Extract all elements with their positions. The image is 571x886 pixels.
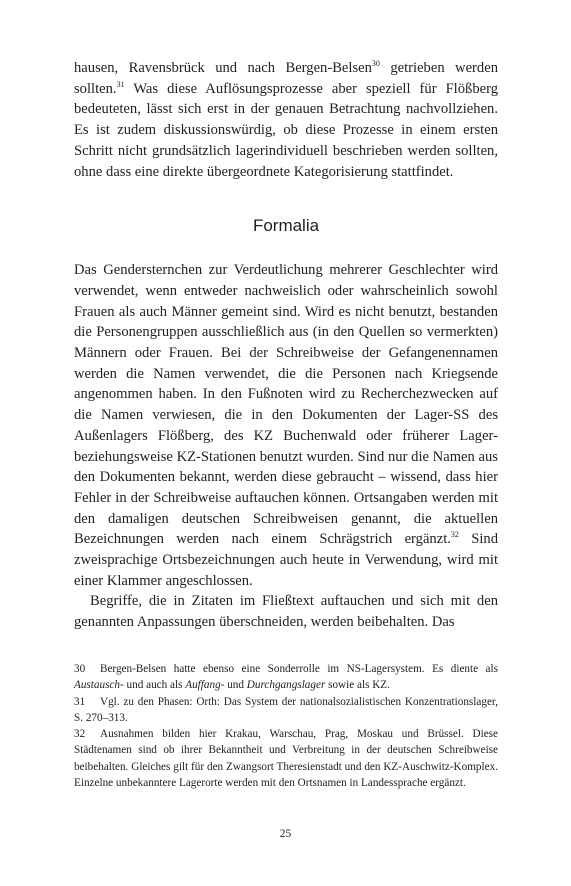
continued-text-c: Was diese Auflösungsprozesse aber speziell für Flößberg bedeuteten, lässt sich erst in der genauen Betrachtung nachvollziehen. Es ist zudem diskussionswürdig, ob diese Prozesse in einem ersten Schritt nicht grundsätzlich lagerindividuell beschrieben werden sollten, ohne dass eine direkte übergeordnete Kategorisierung stattfindet. [74, 80, 498, 180]
continued-paragraph [74, 58, 498, 182]
footnote-text: Ausnahmen bilden hier Krakau, Warschau, Prag, Moskau und Brüssel. Diese Städtenamen sind ob ihrer Bekanntheit und Verbreitung in der deutschen Schreibweise beibehalten. Gleiches gilt für den Zwangsort Theresienstadt und den KZ-Auschwitz-Komplex. Einzelne unbekanntere Lagerorte werden mit den Ortsnamen in Landessprache ergänzt. [74, 728, 498, 790]
footnote-32 [74, 726, 498, 791]
footnote-31 [74, 694, 498, 727]
footnote-text: Bergen-Belsen hatte ebenso eine Sonderrolle im NS-Lagersystem. Es diente als [100, 663, 498, 675]
footnote-ref-30[interactable]: 30 [371, 59, 380, 68]
footnote-emphasis: Auffang [185, 679, 221, 692]
footnote-number: 31 [74, 695, 86, 708]
formalia-text-a: Das Gendersternchen zur Verdeutlichung mehrerer Geschlechter wird verwendet, wenn entweder nachweislich oder wahrscheinlich sowohl Frauen als auch Männer gemeint sind. Wird es nicht benutzt, bestanden die Personengruppen ausschließlich aus (in den Quellen so vermerkten) Männern oder Frauen. Bei der Schreibweise der Gefangenennamen werden die Namen verwendet, die die Personen nach Kriegsende angenommen haben. In den Fußnoten wird zu Recherchezwecken auf die Namen verwiesen, die in den Dokumenten der Lager-SS des Außenlagers Flößberg, des KZ Buchenwald oder früherer Lager- beziehungsweise KZ-Stationen benutzt wurden. Sind nur die Namen aus den Dokumenten bekannt, werden diese gebraucht – wissend, dass hier Fehler in der Schreibweise auftauchen können. Ortsangaben werden mit den damaligen deutschen Schreibweisen genannt, die aktuellen Bezeichnungen werden nach einem Schrägstrich ergänzt. [74, 262, 498, 548]
footnotes [74, 661, 498, 791]
footnote-text: Vgl. zu den Phasen: Orth: Das System der nationalsozialistischen Konzentrationslager, S. 270–313. [74, 695, 498, 724]
section-heading: Formalia [252, 216, 320, 236]
second-paragraph: Begriffe, die in Zitaten im Fließtext auftauchen und sich mit den genannten Anpassungen überschneiden, werden beibehalten. Das [74, 593, 498, 631]
formalia-paragraph [74, 260, 498, 591]
footnote-text: sowie als KZ. [325, 679, 390, 692]
footnote-number: 30 [74, 663, 86, 675]
footnote-emphasis: Durchgangslager [246, 679, 326, 692]
footnote-ref-31[interactable]: 31 [116, 79, 125, 89]
page-number: 25 [279, 828, 292, 840]
footnote-30 [74, 661, 498, 694]
footnote-text: - und auch als [120, 679, 186, 692]
page-body [74, 58, 498, 633]
formalia-text-b: Sind zweisprachige Ortsbezeichnungen auch heute in Verwendung, wird mit einer Klammer angeschlossen. [74, 531, 498, 589]
footnote-number: 32 [74, 728, 86, 741]
footnote-text: - und [220, 679, 247, 692]
continued-text-b: getrieben werden sollten. [74, 60, 498, 97]
continued-text-a: hausen, Ravensbrück und nach Bergen-Belsen [74, 60, 372, 76]
footnote-emphasis: Austausch [74, 679, 120, 692]
footnote-ref-32[interactable]: 32 [450, 530, 459, 540]
